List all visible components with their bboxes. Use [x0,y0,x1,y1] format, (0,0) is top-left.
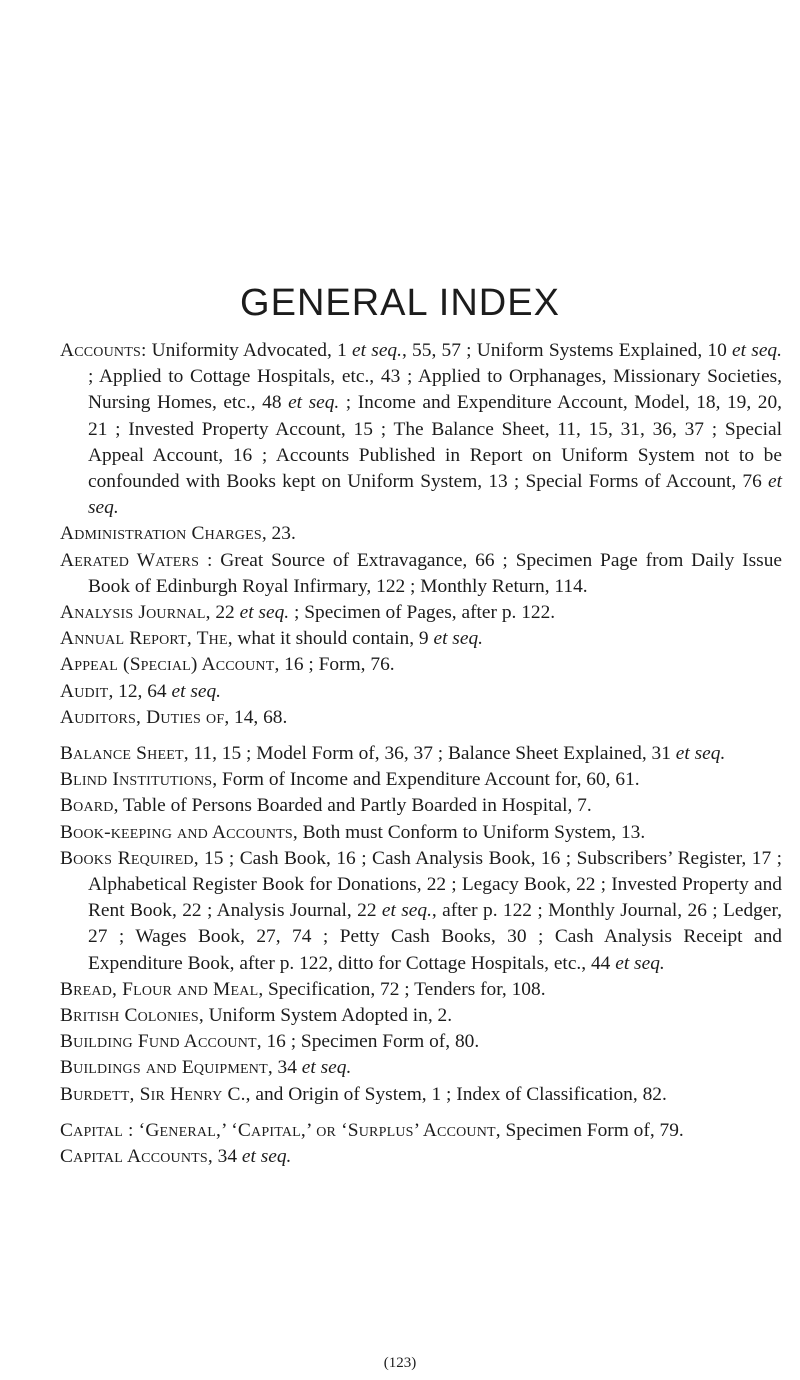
entry-heading: Capital : ‘General,’ ‘Capital,’ or ‘Surplus’ Account [60,1119,496,1141]
index-entry [60,705,782,731]
entry-text: , after p. 122 ; Monthly Journal, 26 ; Ledger, 27 ; Wages Book, 27, 74 ; Petty Cash Books, 30 ; Cash Analysis Receipt and Expenditure Book, after p. 122, ditto for Cottage Hospitals, etc., 44 [88,900,782,974]
entry-heading: Building Fund Account [60,1031,257,1053]
entry-text: ; Specimen of Pages, after p. 122. [289,602,556,624]
entry-heading: Book-keeping and Accounts [60,821,293,843]
index-entry [60,767,782,793]
entry-heading: Books Required [60,847,194,869]
entry-heading: Board [60,795,114,817]
page-title: GENERAL INDEX [240,282,560,324]
index-entry [60,1029,782,1055]
entry-text: , 34 [207,1146,242,1168]
entry-text: , Specification, 72 ; Tenders for, 108. [258,978,546,1000]
entry-text: , Table of Persons Boarded and Partly Boarded in Hospital, 7. [113,795,592,817]
entry-heading: Auditors, Duties of [60,706,225,728]
entry-heading: Blind Institutions [60,769,213,791]
entry-heading: Bread, Flour and Meal [60,978,259,1000]
entry-italic: et seq. [171,680,222,702]
index-entry [60,741,782,767]
entry-text: , 14, 68. [224,706,288,728]
index-entry [60,600,782,626]
entry-italic: et seq. [381,900,432,922]
index-entries [60,338,782,1170]
entry-italic: et seq. [352,340,402,361]
entry-text: , Form of Income and Expenditure Account for, 60, 61. [212,769,640,791]
entry-heading: Buildings and Equipment [60,1057,268,1079]
entry-heading: British Colonies [60,1005,199,1027]
entry-text: , 16 ; Form, 76. [274,654,395,676]
entry-text: , 12, 64 [108,680,172,702]
index-entry [60,846,782,977]
entry-italic: et seq. [732,340,782,361]
page-number: (123) [383,1355,417,1371]
entry-heading: Aerated Waters [60,549,200,571]
entry-heading: Appeal (Special) Account [60,654,275,676]
entry-text: , 22 [205,602,240,624]
index-entry [60,652,782,678]
entry-heading: Capital Accounts [60,1146,208,1168]
index-entry [60,1082,782,1108]
index-entry [60,793,782,819]
entry-text: ; Income and Expenditure Account, Model, 18, 19, 20, 21 ; Invested Property Account, 15 ; The Balance Sheet, 11, 15, 31, 36, 37 ; Special Appeal Account, 16 ; Accounts Published in Report on Uniform System not to be confounded with Books kept on Uniform System, 13 ; Special Forms of Account, 76 [88,392,782,493]
index-entry [60,820,782,846]
index-entry [60,338,782,521]
entry-text: , 16 ; Specimen Form of, 80. [256,1031,480,1053]
entry-heading: Balance Sheet [60,743,184,765]
entry-heading: Audit [60,680,109,702]
entry-italic: et seq. [241,1146,292,1168]
entry-text: , 34 [267,1057,302,1079]
index-entry [60,521,782,547]
index-entry [60,1118,782,1144]
index-entry [60,626,782,652]
entry-text: , 11, 15 ; Model Form of, 36, 37 ; Balance Sheet Explained, 31 [183,743,676,765]
entry-italic: et seq. [239,602,290,624]
entry-heading: Analysis Journal [60,602,206,624]
entry-text: , Specimen Form of, 79. [495,1119,684,1141]
entry-heading: Accounts [60,340,141,361]
entry-text: : Uniformity Advocated, 1 [140,340,353,361]
entry-text: , 55, 57 ; Uniform Systems Explained, 10 [401,340,733,361]
entry-italic: et seq. [88,471,782,519]
index-entry [60,548,782,600]
entry-text: , Both must Conform to Uniform System, 13. [292,821,646,843]
entry-heading: Annual Report, The [60,628,228,650]
entry-text: , what it should contain, 9 [227,628,434,650]
entry-italic: et seq. [301,1057,352,1079]
entry-text: , 15 ; Cash Book, 16 ; Cash Analysis Book, 16 ; Subscribers’ Register, 17 ; Alphabetical Register Book for Donations, 22 ; Legacy Book, 22 ; Invested Property and Rent Book, 22 ; Analysis Journal, 22 [88,847,783,922]
entry-text: : Great Source of Extravagance, 66 ; Specimen Page from Daily Issue Book of Edinburgh Royal Infirmary, 122 ; Monthly Return, 114. [88,549,782,597]
entry-text: , Uniform System Adopted in, 2. [198,1005,453,1027]
index-entry [60,679,782,705]
entry-italic: et seq. [288,392,340,414]
index-entry [60,1144,782,1170]
entry-heading: Administration Charges [60,523,262,545]
entry-italic: et seq. [433,628,484,650]
entry-text: ; Applied to Cottage Hospitals, etc., 43 ; Applied to Orphanages, Missionary Societies, Nursing Homes, etc., 48 [88,366,782,414]
entry-text: , 23. [261,523,296,545]
entry-heading: Burdett, Sir Henry C. [60,1083,246,1105]
entry-italic: et seq. [675,743,726,765]
index-entry [60,977,782,1003]
entry-italic: et seq. [615,952,665,974]
entry-text: , and Origin of System, 1 ; Index of Classification, 82. [245,1083,667,1105]
index-entry [60,1003,782,1029]
index-entry [60,1055,782,1081]
